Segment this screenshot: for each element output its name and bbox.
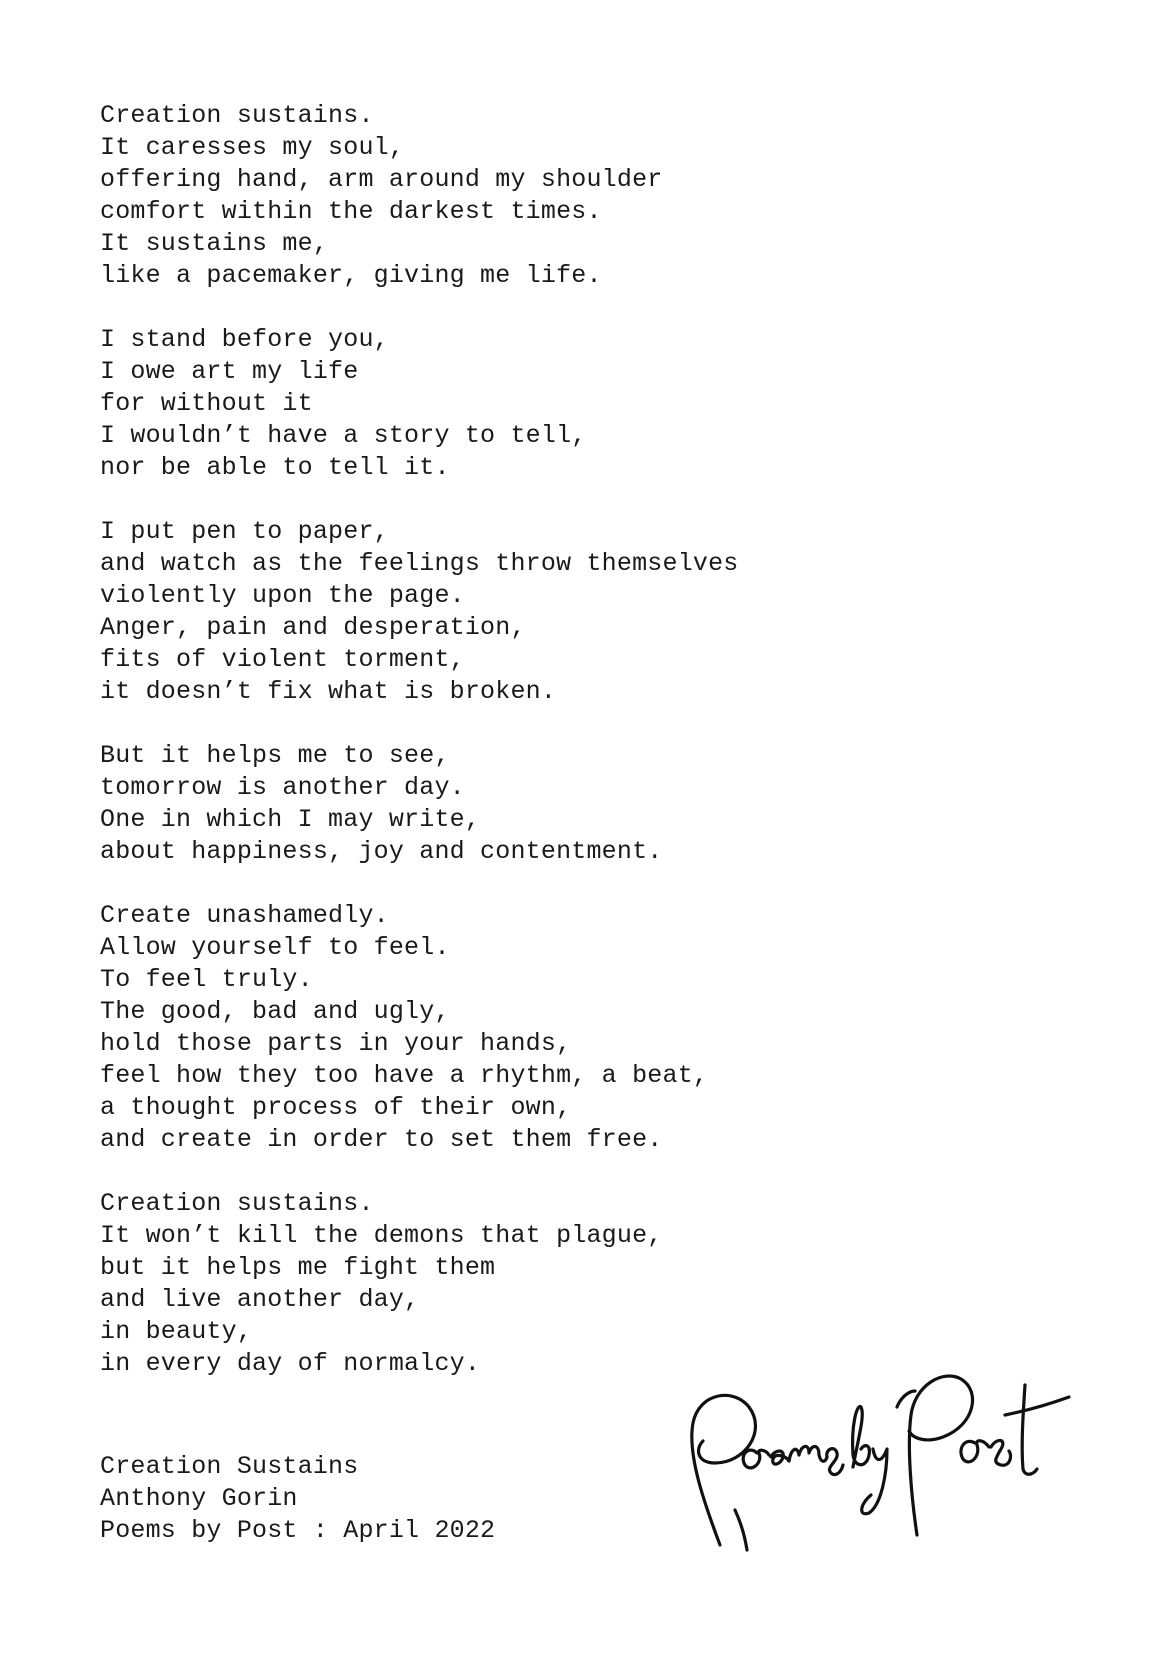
poem-line: fits of violent torment, bbox=[100, 645, 465, 674]
poem-line: I wouldn’t have a story to tell, bbox=[100, 421, 587, 450]
stanza bbox=[100, 516, 920, 708]
stanza bbox=[100, 100, 920, 292]
poem-line: a thought process of their own, bbox=[100, 1093, 572, 1122]
poem-line: violently upon the page. bbox=[100, 581, 465, 610]
poem-line: But it helps me to see, bbox=[100, 741, 450, 770]
poem-line: I stand before you, bbox=[100, 325, 389, 354]
poem-line: One in which I may write, bbox=[100, 805, 481, 834]
poem-line: in every day of normalcy. bbox=[100, 1349, 481, 1378]
poem-line: and live another day, bbox=[100, 1285, 420, 1314]
poem-line: It caresses my soul, bbox=[100, 133, 405, 162]
poem-author: Anthony Gorin bbox=[100, 1484, 298, 1513]
poem-line: Creation sustains. bbox=[100, 101, 374, 130]
poem-line: Anger, pain and desperation, bbox=[100, 613, 526, 642]
poem-line: I put pen to paper, bbox=[100, 517, 389, 546]
stanza bbox=[100, 740, 920, 868]
poem-title: Creation Sustains bbox=[100, 1452, 359, 1481]
poem-line: It won’t kill the demons that plague, bbox=[100, 1221, 663, 1250]
poem-body bbox=[100, 100, 920, 1412]
poem-line: like a pacemaker, giving me life. bbox=[100, 261, 602, 290]
poem-line: Create unashamedly. bbox=[100, 901, 389, 930]
poem-line: Allow yourself to feel. bbox=[100, 933, 450, 962]
handwritten-signature-logo bbox=[675, 1345, 1075, 1565]
poem-line: for without it bbox=[100, 389, 313, 418]
poem-line: and create in order to set them free. bbox=[100, 1125, 663, 1154]
poem-line: The good, bad and ugly, bbox=[100, 997, 450, 1026]
poem-line: nor be able to tell it. bbox=[100, 453, 450, 482]
poem-line: feel how they too have a rhythm, a beat, bbox=[100, 1061, 709, 1090]
poem-line: in beauty, bbox=[100, 1317, 253, 1346]
poem-line: Creation sustains. bbox=[100, 1189, 374, 1218]
poem-line: about happiness, joy and contentment. bbox=[100, 837, 663, 866]
poem-line: To feel truly. bbox=[100, 965, 313, 994]
publication-line: Poems by Post : April 2022 bbox=[100, 1516, 496, 1545]
signature-icon bbox=[675, 1345, 1075, 1565]
poem-line: hold those parts in your hands, bbox=[100, 1029, 572, 1058]
stanza bbox=[100, 900, 920, 1156]
poem-line: tomorrow is another day. bbox=[100, 773, 465, 802]
poem-credits bbox=[100, 1451, 620, 1547]
poem-line: but it helps me fight them bbox=[100, 1253, 496, 1282]
poem-line: it doesn’t fix what is broken. bbox=[100, 677, 557, 706]
stanza bbox=[100, 324, 920, 484]
poem-line: and watch as the feelings throw themselves bbox=[100, 549, 739, 578]
poem-line: comfort within the darkest times. bbox=[100, 197, 602, 226]
poem-line: offering hand, arm around my shoulder bbox=[100, 165, 663, 194]
poem-line: It sustains me, bbox=[100, 229, 329, 258]
poem-line: I owe art my life bbox=[100, 357, 359, 386]
